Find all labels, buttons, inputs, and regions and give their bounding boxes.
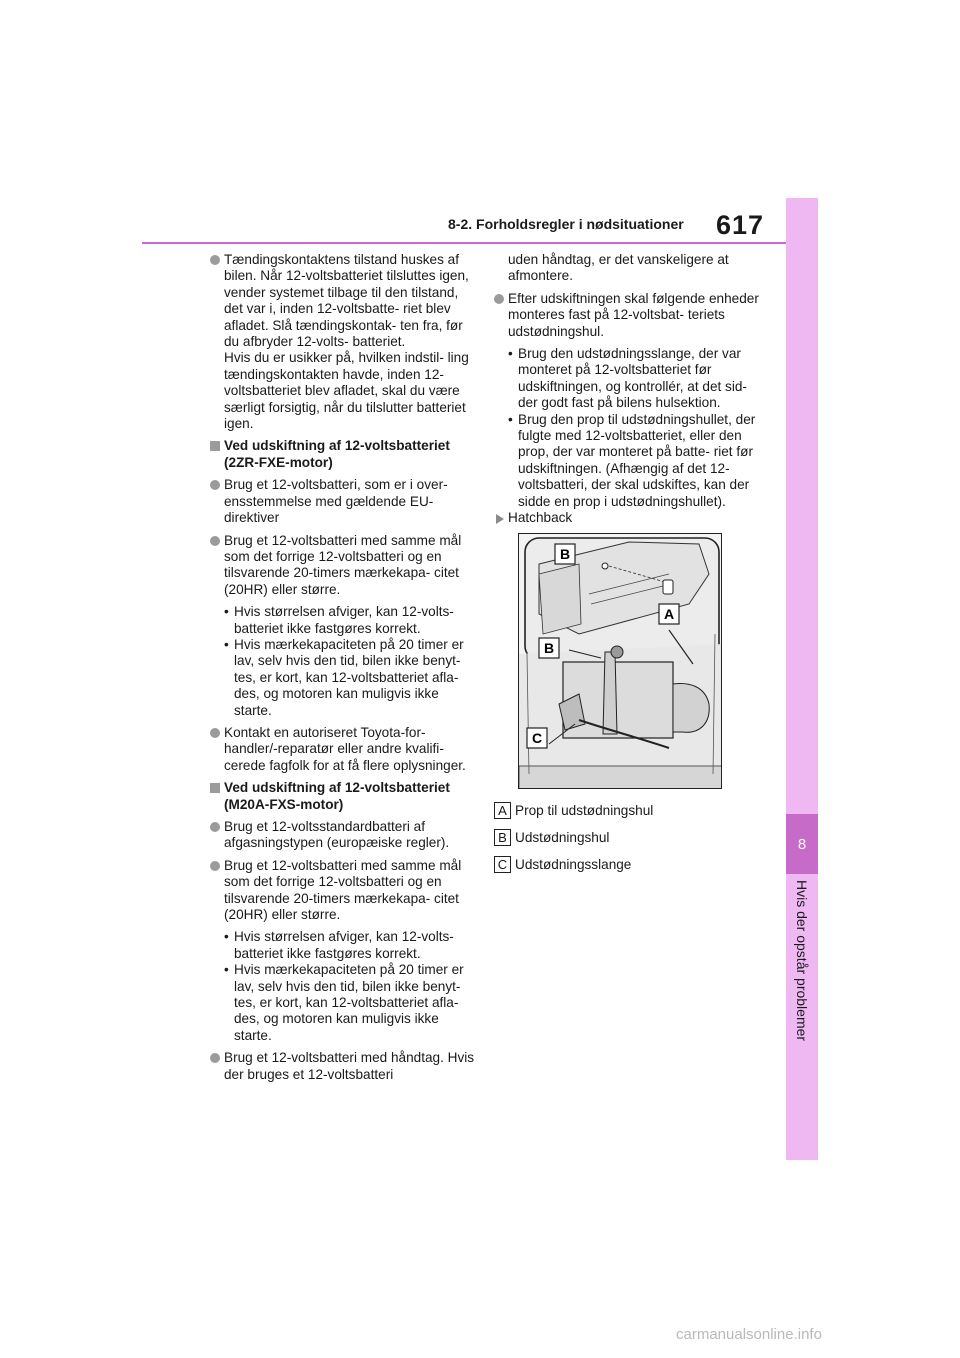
legend-item-c: [494, 856, 764, 874]
right-column: [494, 252, 764, 533]
legend-letter-box: C: [494, 856, 511, 873]
bullet-text: Tændingskontaktens tilstand huskes af bilen. Når 12-voltsbatteriet tilsluttes igen, vender systemet tilbage til den tilstand, det var i, inden 12-voltsbatte- riet blev afladet. Slå tændingskontak- ten fra, før du afbryder 12-volts- batteriet.: [224, 252, 469, 350]
watermark-text: carmanualsonline.info: [676, 1326, 822, 1343]
sub-bullet-marker: •: [224, 604, 229, 620]
bullet-item: [210, 533, 480, 599]
figure-legend: [494, 802, 764, 883]
svg-text:C: C: [531, 730, 543, 746]
legend-letter-box: B: [494, 829, 511, 846]
continued-text: uden håndtag, er det vanskeligere at afmontere.: [508, 252, 729, 284]
triangle-marker-icon: [496, 514, 504, 524]
page-number: 617: [716, 210, 765, 240]
section-heading: [210, 438, 480, 471]
legend-letter-box: A: [494, 802, 511, 819]
bullet-dot-icon: [210, 255, 220, 265]
callout-b-top: [555, 544, 575, 564]
bullet-text: Brug et 12-voltsbatteri med håndtag. Hvis der bruges et 12-voltsbatteri: [224, 1050, 475, 1082]
sub-bullet-item: [210, 929, 480, 962]
bullet-item: [210, 1050, 480, 1083]
bullet-text: Efter udskiftningen skal følgende enheder monteres fast på 12-voltsbat- teriets udstødningshul.: [508, 290, 759, 339]
callout-b-bottom: [539, 638, 559, 658]
sub-bullet-text: Hvis størrelsen afviger, kan 12-volts- batteriet ikke fastgøres korrekt.: [234, 604, 454, 636]
bullet-dot-icon: [210, 728, 220, 738]
chapter-title: Hvis der opstår problemer: [794, 880, 810, 1042]
bullet-dot-icon: [210, 480, 220, 490]
bullet-text: Brug et 12-voltsstandardbatteri af afgasningstypen (europæiske regler).: [224, 819, 450, 851]
sub-bullet-text: Brug den prop til udstødningshullet, der fulgte med 12-voltsbatteriet, eller den prop, der var monteret på batte- riet før udskiftningen. (Afhængig af det 12-voltsbatteri, der skal udskiftes, kan der sidde en prop i udstødningshullet).: [518, 411, 756, 509]
sub-bullet-text: Brug den udstødningsslange, der var monteret på 12-voltsbatteriet før udskiftningen, og kontrollér, at det sid- der godt fast på bilens hulsektion.: [518, 346, 747, 411]
sub-bullet-text: Hvis mærkekapaciteten på 20 timer er lav, selv hvis den tid, bilen ikke benyt- tes, er kort, kan 12-voltsbatteriet afla- des, og motoren kan muligvis ikke starte.: [234, 636, 464, 718]
bullet-text-extra: Hvis du er usikker på, hvilken indstil- ling tændingskontakten havde, inden 12-voltsbatteriet blev afladet, skal du være særligt forsigtig, når du tilslutter batteriet igen.: [224, 350, 469, 432]
sub-bullet-marker: •: [508, 411, 513, 427]
legend-text: Prop til udstødningshul: [515, 803, 654, 818]
bullet-item: [210, 725, 480, 774]
exhaust-plug-icon: [663, 580, 673, 594]
bullet-item: [210, 477, 480, 526]
bullet-dot-icon: [494, 294, 504, 304]
square-bullet-icon: [210, 783, 220, 793]
sub-bullet-item: [210, 637, 480, 719]
bullet-dot-icon: [210, 536, 220, 546]
sub-bullet-item: [494, 346, 764, 412]
sub-bullet-text: Hvis størrelsen afviger, kan 12-volts- batteriet ikke fastgøres korrekt.: [234, 929, 454, 961]
bullet-item: [210, 252, 480, 432]
callout-c: [527, 728, 547, 748]
svg-text:B: B: [543, 640, 555, 656]
bullet-text: Kontakt en autoriseret Toyota-for- handler/-reparatør eller andre kvalifi- cerede fagfolk for at få flere oplysninger.: [224, 724, 466, 773]
bullet-dot-icon: [210, 1053, 220, 1063]
legend-text: Udstødningshul: [515, 830, 610, 845]
legend-item-a: [494, 802, 764, 820]
sub-bullet-marker: •: [508, 346, 513, 362]
section-heading-text: Ved udskiftning af 12-voltsbatteriet (M20A-FXS-motor): [224, 780, 450, 812]
bullet-text: Brug et 12-voltsbatteri med samme mål som det forrige 12-voltsbatteri og en tilsvarende 20-timers mærkekapa- citet (20HR) eller større.: [224, 857, 462, 923]
variant-label-text: Hatchback: [508, 510, 573, 526]
legend-item-b: [494, 829, 764, 847]
battery-illustration: [518, 533, 722, 789]
callout-a: [659, 604, 679, 624]
header-rule: [142, 242, 786, 244]
section-heading: [210, 780, 480, 813]
chapter-number: 8: [797, 836, 807, 853]
bullet-text: Brug et 12-voltsbatteri, som er i over- ensstemmelse med gældende EU-direktiver: [224, 477, 448, 526]
bullet-text: Brug et 12-voltsbatteri med samme mål som det forrige 12-voltsbatteri og en tilsvarende 20-timers mærkekapa- citet (20HR) eller større.: [224, 532, 462, 597]
sub-bullet-marker: •: [224, 636, 229, 652]
header-section-title: 8-2. Forholdsregler i nødsituationer: [448, 216, 684, 232]
bullet-dot-icon: [210, 822, 220, 832]
chapter-number-tab: [786, 814, 818, 874]
sub-bullet-item: [210, 604, 480, 637]
legend-text: Udstødningsslange: [515, 857, 632, 872]
sub-bullet-item: [494, 412, 764, 510]
section-heading-text: Ved udskiftning af 12-voltsbatteriet (2ZR-FXE-motor): [224, 438, 450, 470]
sub-bullet-item: [210, 962, 480, 1044]
svg-text:B: B: [559, 546, 571, 562]
square-bullet-icon: [210, 441, 220, 451]
bullet-item: [494, 291, 764, 340]
sub-bullet-marker: •: [224, 929, 229, 945]
sub-bullet-text: Hvis mærkekapaciteten på 20 timer er lav, selv hvis den tid, bilen ikke benyt- tes, er kort, kan 12-voltsbatteriet afla- des, og motoren kan muligvis ikke starte.: [234, 962, 464, 1043]
variant-label: [494, 510, 764, 526]
bullet-item: [210, 858, 480, 924]
left-column: [210, 252, 480, 1089]
bullet-item: [210, 819, 480, 852]
engine-bay-drawing: [519, 534, 722, 789]
svg-text:A: A: [663, 606, 675, 622]
chapter-title-vertical: [786, 880, 810, 1221]
bullet-dot-icon: [210, 861, 220, 871]
sub-bullet-marker: •: [224, 962, 229, 978]
